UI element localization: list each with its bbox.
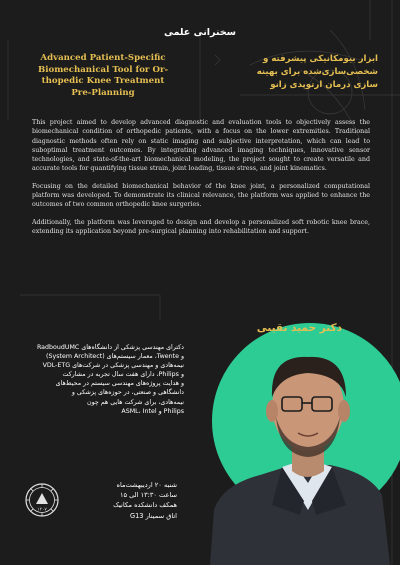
event-room: اتاق سمینار G13	[130, 511, 177, 520]
bio-line: دکترای مهندسی پزشکی از دانشگاه‌های RadboudUMC	[36, 344, 184, 351]
logo-year: ۱۳۰۷	[37, 507, 47, 513]
event-details	[62, 480, 177, 521]
speaker-name: دکتر حمید نقیبی	[256, 322, 342, 334]
title-fa-line: سازی درمان ارتوپدی زانو	[270, 80, 378, 90]
bio-line: دانشگاهی و صنعتی، در حوزه‌های پزشکی و	[71, 389, 184, 397]
abstract-paragraph: Additionally, the platform was leveraged to design and develop a personalized soft robotic knee brace, extending its application beyond pre-surgical planning into rehabilitation and support.	[32, 218, 370, 235]
university-logo-icon	[24, 482, 60, 518]
speaker-photo	[200, 305, 396, 565]
title-en-line: Advanced Patient-Specific	[40, 53, 166, 63]
speaker-portrait	[200, 305, 396, 565]
talk-title-english	[18, 53, 188, 99]
talk-type-label: سخنرانی علمی	[163, 27, 237, 38]
title-fa-line: ابزار بیومکانیکی پیشرفته و	[263, 54, 378, 64]
abstract	[32, 118, 370, 244]
title-en-line: Pre-Planning	[71, 87, 135, 98]
bio-line: و Philips، دارای هفت سال تجربه در مشارکت	[62, 371, 184, 379]
event-time: ساعت ۱۳:۳۰ الی ۱۵	[119, 491, 177, 500]
bio-line: و Twente، معمار سیستم‌های (System Architect)	[46, 353, 184, 361]
event-date: شنبه ۲۰ اردیبهشت‌ماه	[116, 481, 177, 489]
bio-line: نیمه‌هادی و مهندسی پزشکی در شرکت‌های VDL-ETG	[42, 362, 184, 370]
abstract-paragraph: This project aimed to develop advanced diagnostic and evaluation tools to objectively assess the biomechanical condition of orthopedic patients, with a focus on the lower extremities. Traditional diagnostic methods often rely on static imaging and subjective interpretation, which can lead to suboptimal treatment outcomes. By integrating advanced imaging techniques, innovative sensor technologies, and state-of-the-art biomechanical modeling, the project sought to create versatile and accurate tools for quantifying tissue strain, joint loading, tissue stress, and joint kinematics.	[32, 119, 370, 173]
abstract-paragraph: Focusing on the detailed biomechanical behavior of the knee joint, a personalized computational platform was developed. To demonstrate its clinical relevance, the platform was applied to enhance the outcomes of two common orthopedic knee surgeries.	[32, 182, 370, 209]
bio-line: و هدایت پروژه‌های مهندسی سیستم در محیط‌های	[55, 380, 184, 388]
title-en-line: Biomechanical Tool for Or-	[37, 64, 169, 75]
speaker-bio	[24, 343, 184, 416]
title-en-line: thopedic Knee Treatment	[41, 76, 165, 86]
bio-line: نیمه‌هادی، برای شرکت هایی هم چون	[86, 398, 184, 406]
bio-line: Philips و ASML، Intel	[121, 407, 184, 415]
event-venue: همکف دانشکده مکانیک	[113, 501, 177, 510]
event-info	[24, 480, 184, 540]
talk-title-persian	[203, 53, 378, 92]
title-fa-line: شخصی‌سازی‌شده برای بهینه	[256, 67, 378, 77]
